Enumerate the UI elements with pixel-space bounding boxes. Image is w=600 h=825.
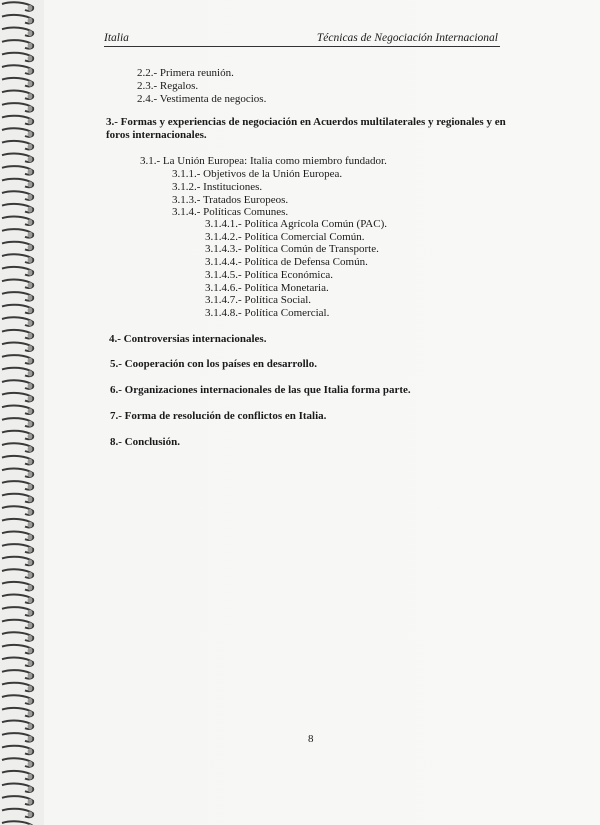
binding-hole — [28, 748, 33, 754]
toc-subitem: 3.1.4.- Políticas Comunes. — [172, 206, 289, 218]
section-heading-continued: foros internacionales. — [106, 129, 207, 141]
binding-hole — [28, 55, 33, 61]
binding-hole — [28, 232, 33, 238]
binding-hole — [28, 396, 33, 402]
binding-hole — [28, 786, 33, 792]
toc-item: 2.4.- Vestimenta de negocios. — [137, 93, 267, 105]
binding-hole — [28, 622, 33, 628]
toc-item: 2.3.- Regalos. — [137, 80, 199, 92]
binding-hole — [28, 496, 33, 502]
binding-hole — [28, 194, 33, 200]
binding-hole — [28, 207, 33, 213]
section-heading: 5.- Cooperación con los países en desarrollo. — [110, 358, 317, 370]
binding-hole — [28, 345, 33, 351]
binding-hole — [28, 244, 33, 250]
binding-hole — [28, 68, 33, 74]
binding-hole — [28, 93, 33, 99]
binding-hole — [28, 484, 33, 490]
binding-hole — [28, 685, 33, 691]
section-heading: 3.- Formas y experiencias de negociación en Acuerdos multilaterales y regionales y en — [106, 116, 506, 128]
binding-hole — [28, 81, 33, 87]
binding-hole — [28, 559, 33, 565]
binding-hole — [28, 169, 33, 175]
section-heading: 7.- Forma de resolución de conflictos en Italia. — [110, 410, 327, 422]
toc-subsubitem: 3.1.4.6.- Política Monetaria. — [205, 282, 329, 294]
binding-hole — [28, 534, 33, 540]
toc-subsubitem: 3.1.4.7.- Política Social. — [205, 294, 312, 306]
toc-subsubitem: 3.1.4.5.- Política Económica. — [205, 269, 333, 281]
binding-hole — [28, 648, 33, 654]
header-left-title: Italia — [104, 32, 129, 44]
binding-hole — [28, 610, 33, 616]
toc-subsubitem: 3.1.4.1.- Política Agrícola Común (PAC). — [205, 218, 388, 230]
binding-hole — [28, 723, 33, 729]
binding-hole — [28, 5, 33, 11]
page-header — [104, 30, 500, 47]
binding-hole — [28, 408, 33, 414]
binding-hole — [28, 471, 33, 477]
binding-hole — [28, 144, 33, 150]
binding-hole — [28, 370, 33, 376]
binding-hole — [28, 736, 33, 742]
binding-hole — [28, 118, 33, 124]
binding-hole — [28, 270, 33, 276]
binding-hole — [28, 181, 33, 187]
page-number: 8 — [308, 733, 314, 745]
binding-hole — [28, 761, 33, 767]
binding-hole — [28, 156, 33, 162]
toc-subsubitem: 3.1.4.2.- Política Comercial Común. — [205, 231, 365, 243]
binding-hole — [28, 673, 33, 679]
binding-hole — [28, 711, 33, 717]
header-right-title: Técnicas de Negociación Internacional — [316, 32, 498, 44]
binding-hole — [28, 572, 33, 578]
binding-hole — [28, 18, 33, 24]
binding-hole — [28, 333, 33, 339]
toc-subitem: 3.1.1.- Objetivos de la Unión Europea. — [172, 168, 343, 180]
binding-hole — [28, 282, 33, 288]
binding-hole — [28, 799, 33, 805]
binding-hole — [28, 106, 33, 112]
binding-hole — [28, 635, 33, 641]
binding-hole — [28, 522, 33, 528]
binding-hole — [28, 660, 33, 666]
binding-hole — [28, 383, 33, 389]
binding-hole — [28, 585, 33, 591]
toc-item: 2.2.- Primera reunión. — [137, 67, 234, 79]
binding-hole — [28, 547, 33, 553]
binding-hole — [28, 320, 33, 326]
binding-hole — [28, 459, 33, 465]
section-heading: 6.- Organizaciones internacionales de las que Italia forma parte. — [110, 384, 411, 396]
binding-hole — [28, 131, 33, 137]
toc-item: 3.1.- La Unión Europea: Italia como miembro fundador. — [140, 155, 387, 167]
toc-subsubitem: 3.1.4.4.- Política de Defensa Común. — [205, 256, 368, 268]
section-heading: 8.- Conclusión. — [110, 436, 180, 448]
toc-subitem: 3.1.3.- Tratados Europeos. — [172, 194, 289, 206]
toc-subsubitem: 3.1.4.3.- Política Común de Transporte. — [205, 243, 379, 255]
spiral-binding — [0, 0, 44, 825]
binding-hole — [28, 421, 33, 427]
binding-hole — [28, 30, 33, 36]
binding-hole — [28, 257, 33, 263]
binding-hole — [28, 295, 33, 301]
binding-hole — [28, 597, 33, 603]
binding-hole — [28, 811, 33, 817]
binding-hole — [28, 219, 33, 225]
binding-hole — [28, 43, 33, 49]
binding-hole — [28, 509, 33, 515]
binding-hole — [28, 358, 33, 364]
toc-subsubitem: 3.1.4.8.- Política Comercial. — [205, 307, 330, 319]
binding-hole — [28, 698, 33, 704]
binding-hole — [28, 446, 33, 452]
toc-subitem: 3.1.2.- Instituciones. — [172, 181, 263, 193]
section-heading: 4.- Controversias internacionales. — [109, 333, 267, 345]
binding-hole — [28, 307, 33, 313]
binding-hole — [28, 774, 33, 780]
binding-hole — [28, 433, 33, 439]
